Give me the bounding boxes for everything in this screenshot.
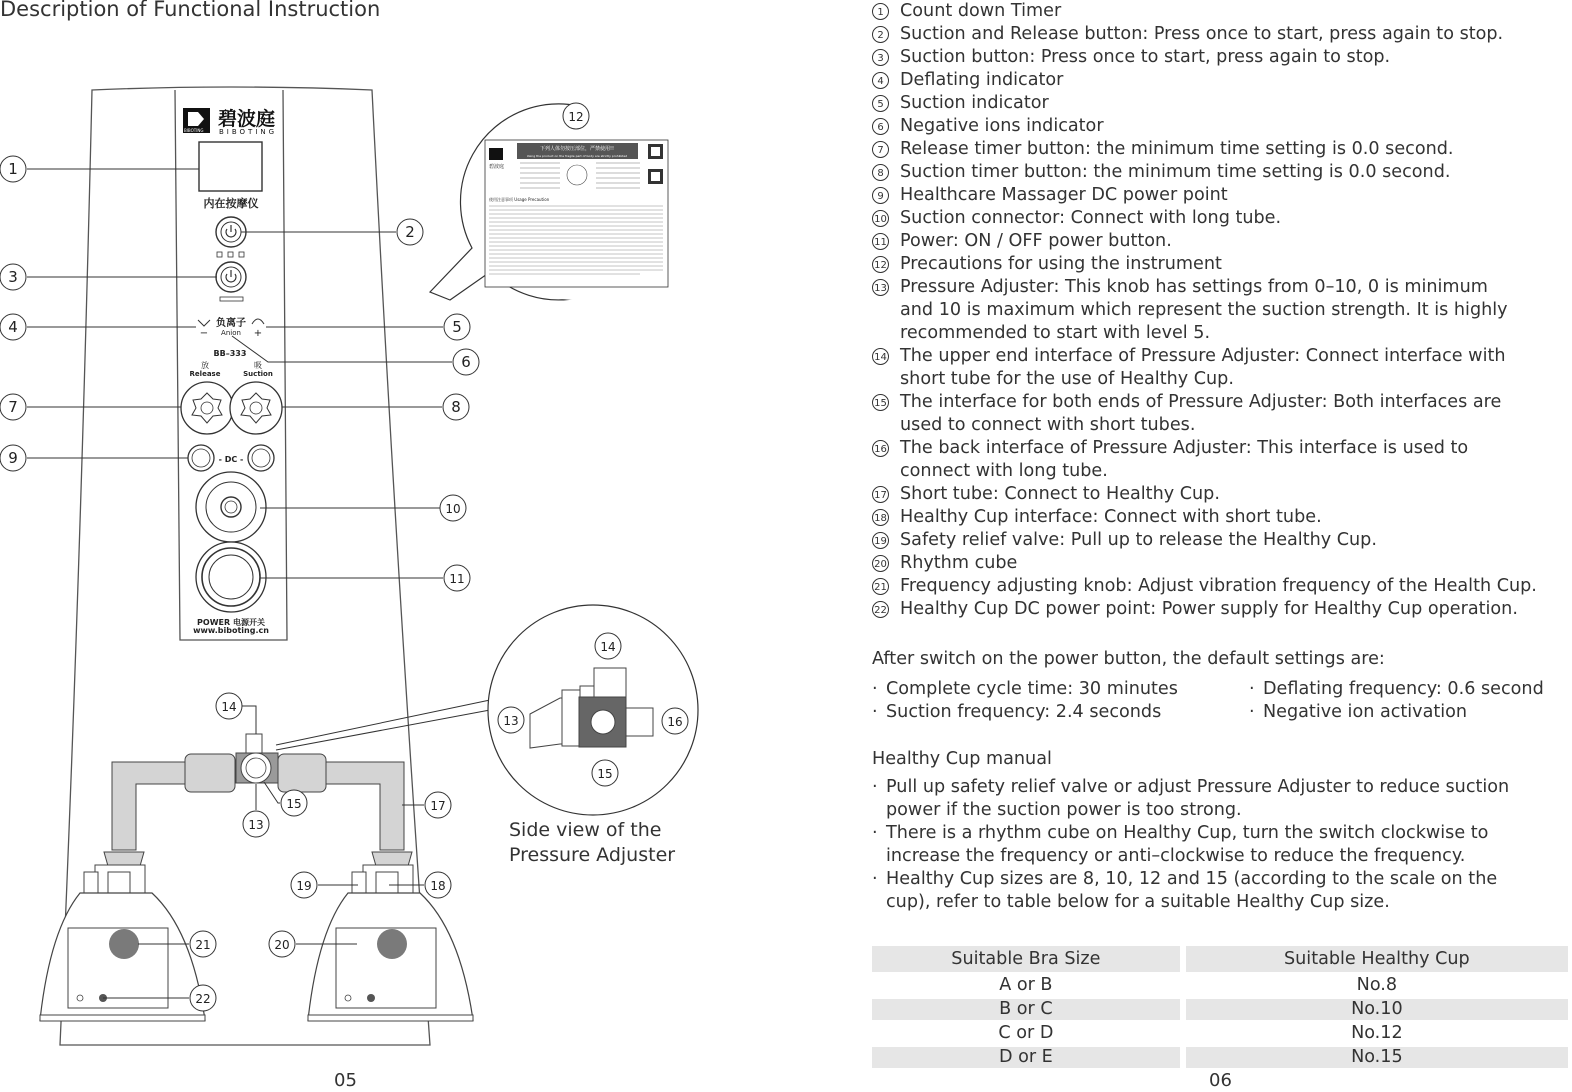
function-number-badge: 22 [872,601,889,618]
minus-sign: − [199,328,209,339]
function-text: Suction connector: Connect with long tube. [900,208,1282,228]
function-item [872,46,1572,69]
function-number-badge: 17 [872,486,889,503]
function-item [872,138,1572,161]
release-en: Release [189,370,221,378]
side-view-caption [509,818,675,868]
function-item [872,69,1572,92]
page-number-left: 05 [334,1070,357,1091]
function-item [872,0,1572,23]
function-item [872,276,1572,345]
function-number-badge: 1 [872,3,889,20]
function-item [872,23,1572,46]
function-text: Suction button: Press once to start, press again to stop. [900,47,1391,67]
function-number-badge: 21 [872,578,889,595]
callout-19: 19 [296,879,312,893]
table-cell: A or B [999,975,1053,995]
table-row [872,1047,1568,1068]
function-item [872,345,1572,391]
callout-8: 8 [451,398,461,416]
function-item [872,115,1572,138]
function-text: Rhythm cube [900,553,1018,573]
function-text: Pressure Adjuster: This knob has settings from 0–10, 0 is minimum and 10 is maximum which represent the suction strength. It is highly recommended to start with level 5. [900,277,1508,343]
right-short-tube [320,762,404,850]
defaults-heading: After switch on the power button, the default settings are: [872,649,1385,669]
label-header-cn: 下列人体勿按压部位，严禁使用!! [539,146,615,152]
function-number-badge: 3 [872,49,889,66]
callout-6: 6 [461,353,471,371]
function-item [872,207,1572,230]
table-cell: D or E [872,1047,1180,1068]
brand-en: BIBOTING [219,128,278,136]
plus-sign: + [253,328,263,339]
callout-4: 4 [8,318,18,336]
side-view-caption-line2: Pressure Adjuster [509,844,676,866]
label-brand-cn: 碧波庭 [489,164,505,170]
callout-3: 3 [8,268,18,286]
function-item [872,391,1572,437]
cup-size-table [872,943,1568,1071]
callout-11: 11 [449,572,465,586]
function-number-badge: 10 [872,210,889,227]
manual-item: · Pull up safety relief valve or adjust Pressure Adjuster to reduce suction power if the suction power is too strong. [872,776,1572,822]
function-number-badge: 4 [872,72,889,89]
healthy-cup-diagram [0,0,700,1092]
function-number-badge: 9 [872,187,889,204]
anion-cn: 负离子 [216,318,246,329]
function-item [872,483,1572,506]
pressure-adjuster-top [246,734,262,754]
callout-14: 14 [221,700,237,714]
defaults-list [872,678,1572,724]
right-page [872,0,1572,1071]
brand-cn: 碧波庭 [218,108,276,130]
function-text: Negative ions indicator [900,116,1104,136]
function-text: Short tube: Connect to Healthy Cup. [900,484,1220,504]
zoom-callout-16: 16 [667,715,683,729]
table-cell: No.15 [1186,1047,1568,1068]
release-cn: 放 [201,361,209,370]
function-text: The back interface of Pressure Adjuster: This interface is used to connect with long tube. [900,438,1469,481]
function-item [872,529,1572,552]
manual-item: · There is a rhythm cube on Healthy Cup, turn the switch clockwise to increase the frequency or anti–clockwise to reduce the frequency. [872,822,1572,868]
default-item: · Deflating frequency: 0.6 second [1249,678,1572,701]
logo-small-text: BIBOTING [184,128,204,133]
callout-18: 18 [430,879,446,893]
callout-1: 1 [8,160,18,178]
function-number-badge: 13 [872,279,889,296]
function-text: Release timer button: the minimum time setting is 0.0 second. [900,139,1454,159]
function-item [872,575,1572,598]
callout-5: 5 [452,318,462,336]
callout-10: 10 [445,502,461,516]
label-usage-title: 使用注意事项 Usage Precaution [489,197,550,202]
function-text: The upper end interface of Pressure Adjuster: Connect interface with short tube for the use of Healthy Cup. [900,346,1506,389]
function-text: Suction indicator [900,93,1049,113]
table-cell: C or D [998,1023,1054,1043]
function-text: Safety relief valve: Pull up to release the Healthy Cup. [900,530,1377,550]
zoom-callout-15: 15 [597,767,613,781]
table-row [872,975,1568,996]
table-row [872,1023,1568,1044]
function-item [872,92,1572,115]
suction-en: Suction [243,370,273,378]
zoom-callout-14: 14 [600,640,616,654]
table-cell: No.10 [1186,999,1568,1020]
page-number-right: 06 [1209,1070,1232,1091]
table-cell: B or C [872,999,1180,1020]
model-number: BB–333 [213,349,247,358]
callout-15: 15 [286,797,302,811]
function-text: Healthcare Massager DC power point [900,185,1228,205]
power-label: POWER 电源开关 [197,618,265,627]
function-item [872,506,1572,529]
manual-heading: Healthy Cup manual [872,749,1052,769]
zoom-callout-13: 13 [503,714,519,728]
function-number-badge: 20 [872,555,889,572]
product-name-cn: 内在按摩仪 [203,197,259,210]
label-header-en: Using the product on the fragile part of body are strictly prohibited [526,154,628,158]
function-text: Healthy Cup interface: Connect with short tube. [900,507,1322,527]
function-item [872,161,1572,184]
side-view-caption-line1: Side view of the [509,819,662,841]
dc-label: - DC - [218,455,244,464]
anion-en: Anion [221,329,241,337]
function-item [872,552,1572,575]
function-number-badge: 7 [872,141,889,158]
function-number-badge: 12 [872,256,889,273]
callout-7: 7 [8,398,18,416]
left-short-tube [112,762,190,850]
website-label: www.biboting.cn [193,626,269,635]
function-item [872,184,1572,207]
manual-item: · Healthy Cup sizes are 8, 10, 12 and 15 (according to the scale on the cup), refer to table below for a suitable Healthy Cup size. [872,868,1572,914]
callout-22: 22 [195,992,211,1006]
function-number-badge: 2 [872,26,889,43]
function-number-badge: 11 [872,233,889,250]
function-text: Healthy Cup DC power point: Power supply for Healthy Cup operation. [900,599,1518,619]
function-number-badge: 5 [872,95,889,112]
function-item [872,437,1572,483]
function-item [872,230,1572,253]
function-number-badge: 16 [872,440,889,457]
function-text: Power: ON / OFF power button. [900,231,1172,251]
table-row [872,999,1568,1020]
callout-17: 17 [430,799,446,813]
function-item [872,598,1572,621]
table-header: Suitable Bra Size [872,946,1180,972]
function-item [872,253,1572,276]
function-text: Suction and Release button: Press once to start, press again to stop. [900,24,1504,44]
callout-9: 9 [8,449,18,467]
table-header: Suitable Healthy Cup [1186,946,1568,972]
function-number-badge: 19 [872,532,889,549]
function-text: The interface for both ends of Pressure Adjuster: Both interfaces are used to connect with short tubes. [900,392,1502,435]
function-number-badge: 18 [872,509,889,526]
function-text: Frequency adjusting knob: Adjust vibration frequency of the Health Cup. [900,576,1537,596]
table-cell: No.12 [1351,1023,1403,1043]
manual-list [872,776,1572,914]
function-text: Precautions for using the instrument [900,254,1222,274]
function-text: Count down Timer [900,1,1062,21]
callout-21: 21 [195,938,211,952]
function-number-badge: 6 [872,118,889,135]
table-cell: No.8 [1356,975,1398,995]
function-text: Deflating indicator [900,70,1064,90]
function-number-badge: 15 [872,394,889,411]
callout-12: 12 [568,110,584,124]
function-text: Suction timer button: the minimum time setting is 0.0 second. [900,162,1451,182]
function-list [872,0,1572,621]
callout-13: 13 [248,818,264,832]
default-item: · Negative ion activation [1249,701,1572,724]
callout-2: 2 [405,223,415,241]
page-title: Description of Functional Instruction [0,0,381,21]
function-number-badge: 14 [872,348,889,365]
callout-20: 20 [274,938,290,952]
function-number-badge: 8 [872,164,889,181]
default-item: · Suction frequency: 2.4 seconds [872,701,1249,724]
suction-cn: 吸 [254,361,262,370]
default-item: · Complete cycle time: 30 minutes [872,678,1249,701]
